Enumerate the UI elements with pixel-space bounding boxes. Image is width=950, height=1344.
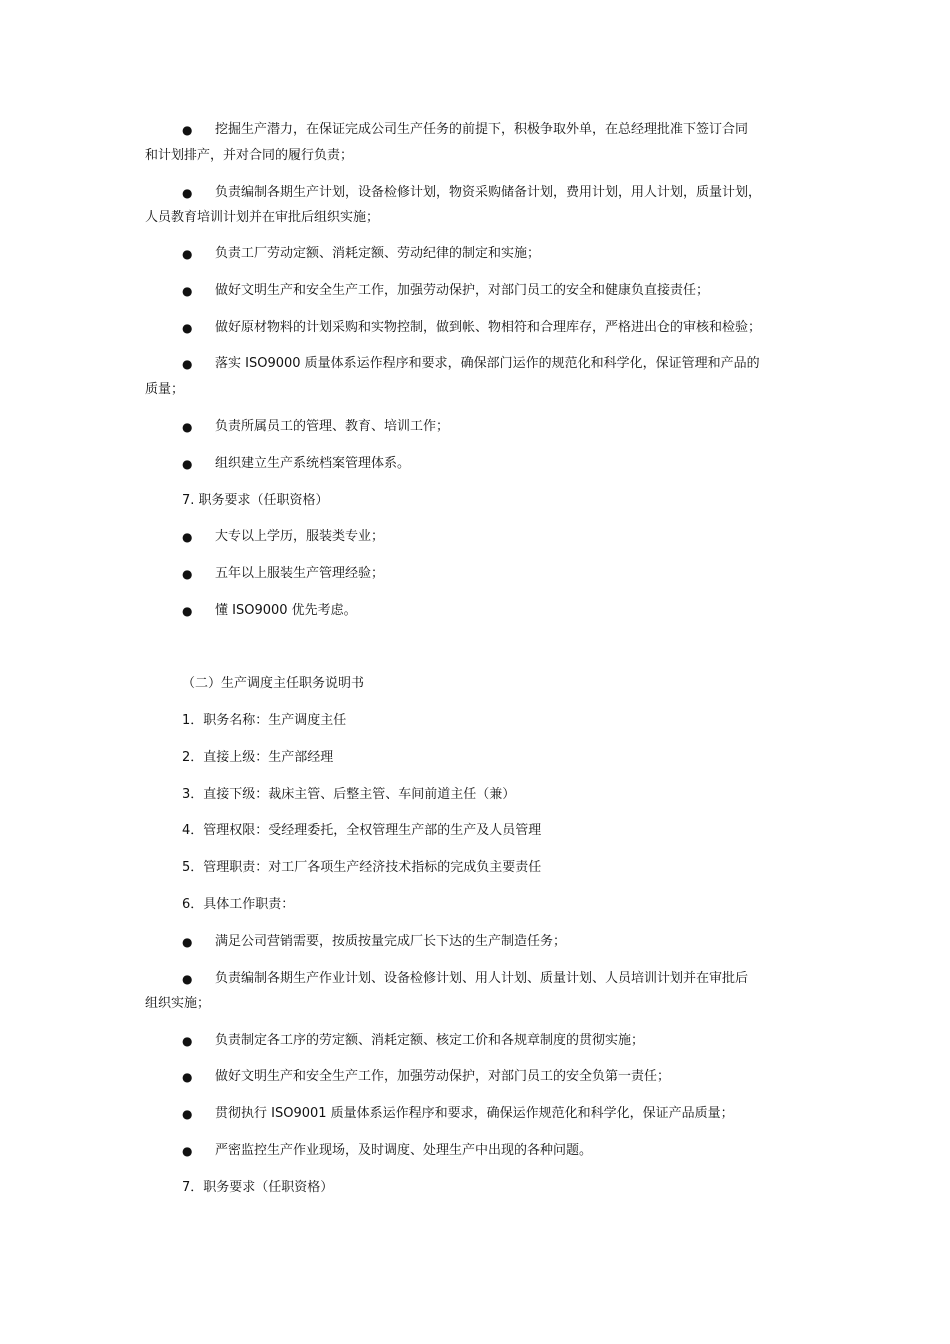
bullet-text: 组织实施； <box>145 996 211 1011</box>
bullet-text: 和计划排产，并对合同的履行负责； <box>145 148 354 163</box>
bullet-icon: ● <box>182 457 193 471</box>
bullet-icon: ● <box>182 1107 193 1121</box>
bullet-icon: ● <box>182 186 193 200</box>
item-text: 3．直接下级：裁床主管、后整主管、车间前道主任（兼） <box>182 787 516 802</box>
section-title-text: （二）生产调度主任职务说明书 <box>182 676 365 691</box>
bullet-text: 质量； <box>145 382 185 397</box>
bullet-icon: ● <box>182 1070 193 1084</box>
item-text: 4．管理权限：受经理委托，全权管理生产部的生产及人员管理 <box>182 823 542 838</box>
bullet-icon: ● <box>182 567 193 581</box>
bullet-icon: ● <box>182 123 193 137</box>
bullet-text: 大专以上学历，服装类专业； <box>215 529 385 544</box>
heading-text: 7. 职务要求（任职资格） <box>182 493 329 508</box>
bullet-icon: ● <box>182 1034 193 1048</box>
item-text: 2．直接上级：生产部经理 <box>182 750 334 765</box>
bullet-text: 做好文明生产和安全生产工作，加强劳动保护，对部门员工的安全和健康负直接责任； <box>215 283 710 298</box>
item-text: 1．职务名称：生产调度主任 <box>182 713 347 728</box>
bullet-text: 负责工厂劳动定额、消耗定额、劳动纪律的制定和实施； <box>215 246 541 261</box>
bullet-icon: ● <box>182 530 193 544</box>
bullet-icon: ● <box>182 321 193 335</box>
bullet-text: 做好原材物料的计划采购和实物控制，做到帐、物相符和合理库存，严格进出仓的审核和检验； <box>215 320 762 335</box>
bullet-text: 人员教育培训计划并在审批后组织实施； <box>145 210 380 225</box>
bullet-icon: ● <box>182 604 193 618</box>
bullet-text: 挖掘生产潜力，在保证完成公司生产任务的前提下，积极争取外单，在总经理批准下签订合同 <box>215 122 749 137</box>
bullet-text: 负责所属员工的管理、教育、培训工作； <box>215 419 450 434</box>
bullet-icon: ● <box>182 935 193 949</box>
bullet-text: 严密监控生产作业现场，及时调度、处理生产中出现的各种问题。 <box>215 1143 593 1158</box>
bullet-text: 做好文明生产和安全生产工作，加强劳动保护，对部门员工的安全负第一责任； <box>215 1069 671 1084</box>
bullet-text: 负责编制各期生产作业计划、设备检修计划、用人计划、质量计划、人员培训计划并在审批后 <box>215 971 749 986</box>
bullet-text: 满足公司营销需要，按质按量完成厂长下达的生产制造任务； <box>215 934 567 949</box>
bullet-icon: ● <box>182 1144 193 1158</box>
bullet-text: 负责编制各期生产计划，设备检修计划，物资采购储备计划，费用计划，用人计划，质量计划， <box>215 185 762 200</box>
item-text: 6．具体工作职责： <box>182 897 295 912</box>
bullet-text: 落实 ISO9000 质量体系运作程序和要求，确保部门运作的规范化和科学化，保证管理和产品的 <box>215 356 760 371</box>
bullet-text: 五年以上服装生产管理经验； <box>215 566 385 581</box>
bullet-icon: ● <box>182 284 193 298</box>
bullet-text: 懂 ISO9000 优先考虑。 <box>215 603 357 618</box>
bullet-text: 贯彻执行 ISO9001 质量体系运作程序和要求，确保运作规范化和科学化，保证产品质量； <box>215 1106 734 1121</box>
bullet-text: 组织建立生产系统档案管理体系。 <box>215 456 411 471</box>
heading-text: 7．职务要求（任职资格） <box>182 1180 334 1195</box>
bullet-icon: ● <box>182 247 193 261</box>
bullet-text: 负责制定各工序的劳定额、消耗定额、核定工价和各规章制度的贯彻实施； <box>215 1033 645 1048</box>
bullet-icon: ● <box>182 357 193 371</box>
bullet-icon: ● <box>182 420 193 434</box>
bullet-icon: ● <box>182 972 193 986</box>
item-text: 5．管理职责：对工厂各项生产经济技术指标的完成负主要责任 <box>182 860 542 875</box>
